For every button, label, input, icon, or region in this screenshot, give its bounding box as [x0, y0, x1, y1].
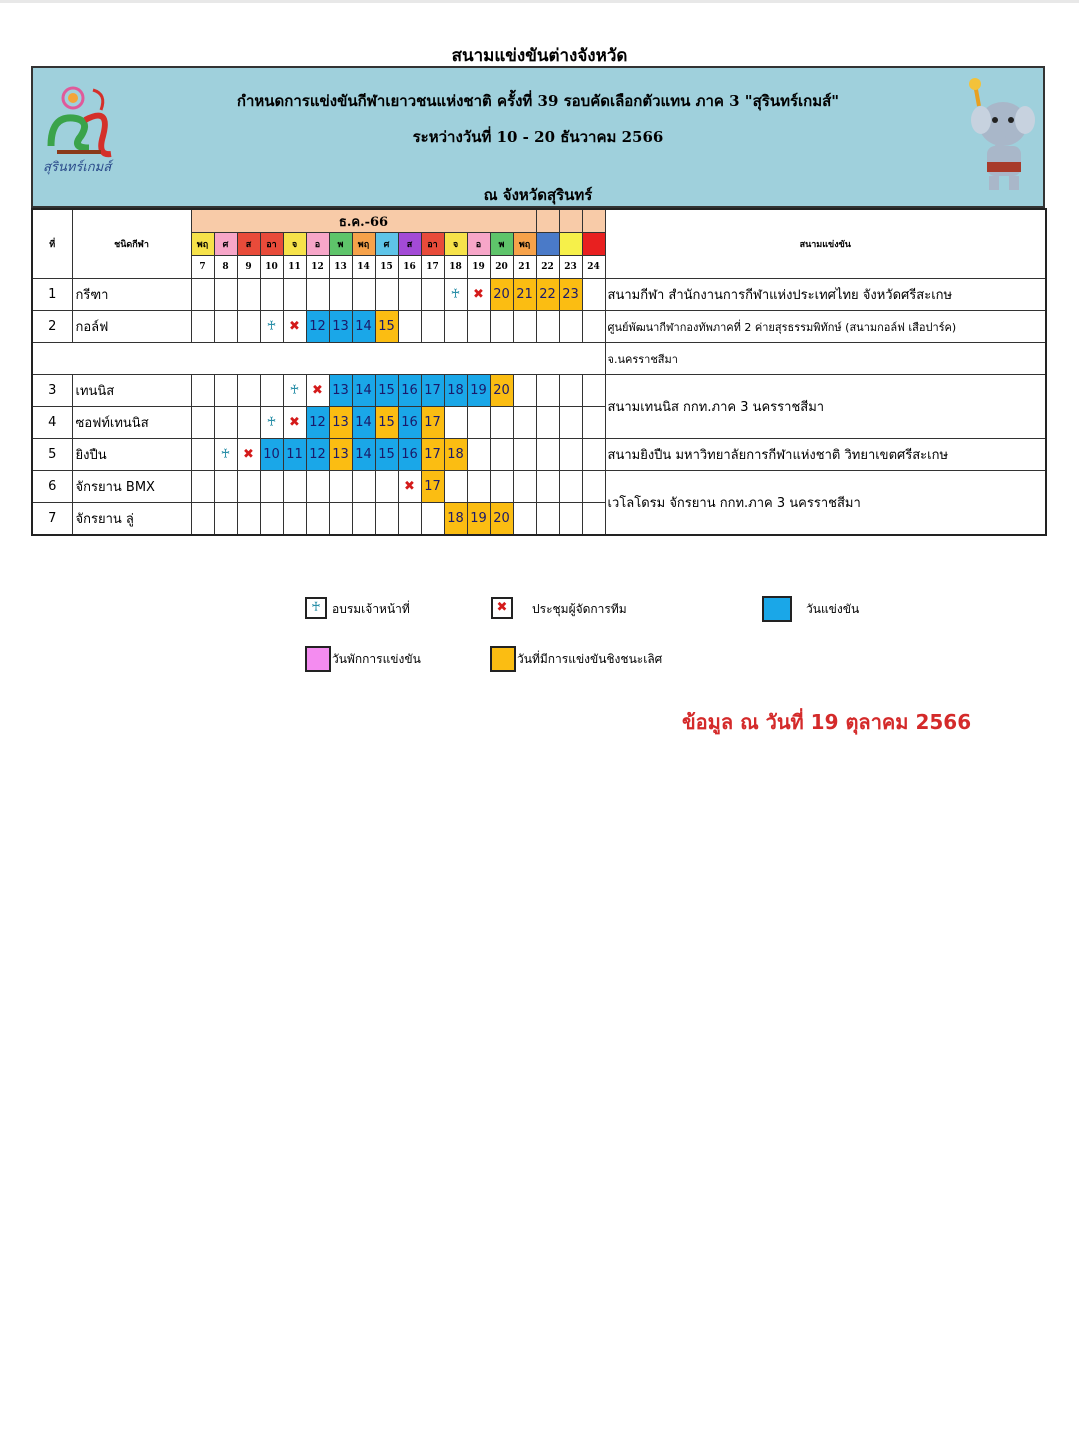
- schedule-cell: [536, 439, 559, 471]
- header-month-extra: [536, 209, 559, 233]
- meeting-icon: ✖: [283, 311, 306, 343]
- table-row: [32, 471, 1046, 503]
- header-banner: [31, 66, 1045, 208]
- header-venue: สนามแข่งขัน: [605, 209, 1046, 279]
- schedule-cell: [582, 311, 605, 343]
- row-venue: สนามกีฬา สำนักงานการกีฬาแห่งประเทศไทย จังหวัดศรีสะเกษ: [605, 279, 1046, 311]
- schedule-cell: [260, 471, 283, 503]
- schedule-cell: [237, 375, 260, 407]
- meeting-icon: ✖: [237, 439, 260, 471]
- day-number-cell: 10: [260, 256, 283, 279]
- schedule-cell: [260, 503, 283, 536]
- schedule-cell: 12: [306, 439, 329, 471]
- schedule-cell: [214, 375, 237, 407]
- table-row: [32, 439, 1046, 471]
- schedule-cell: [467, 439, 490, 471]
- weekday-cell: จ: [444, 233, 467, 256]
- schedule-cell: [398, 279, 421, 311]
- weekday-cell: ส: [237, 233, 260, 256]
- schedule-cell: [237, 471, 260, 503]
- training-icon: ♰: [444, 279, 467, 311]
- schedule-cell: [283, 279, 306, 311]
- weekday-cell: ส: [398, 233, 421, 256]
- header-month-extra: [582, 209, 605, 233]
- day-number-cell: 20: [490, 256, 513, 279]
- row-venue-continued: จ.นครราชสีมา: [605, 343, 1046, 375]
- weekday-cell: ศ: [375, 233, 398, 256]
- schedule-cell: [398, 311, 421, 343]
- table-row: [32, 311, 1046, 343]
- schedule-cell: [444, 471, 467, 503]
- schedule-cell: 13: [329, 439, 352, 471]
- schedule-cell: [191, 503, 214, 536]
- schedule-cell: 15: [375, 407, 398, 439]
- row-sport: จักรยาน ลู่: [72, 503, 191, 536]
- top-border: [0, 0, 1079, 3]
- legend-meeting-label: ประชุมผู้จัดการทีม: [532, 602, 627, 616]
- schedule-cell: 16: [398, 375, 421, 407]
- schedule-cell: [559, 311, 582, 343]
- schedule-cell: 22: [536, 279, 559, 311]
- meeting-icon: ✖: [467, 279, 490, 311]
- schedule-cell: 17: [421, 407, 444, 439]
- schedule-cell: [536, 311, 559, 343]
- schedule-cell: [444, 311, 467, 343]
- schedule-cell: [536, 471, 559, 503]
- schedule-cell: [467, 407, 490, 439]
- schedule-cell: [582, 407, 605, 439]
- schedule-cell: [214, 503, 237, 536]
- schedule-cell: 19: [467, 503, 490, 536]
- data-as-of-note: ข้อมูล ณ วันที่ 19 ตุลาคม 2566: [682, 710, 972, 734]
- schedule-cell: [352, 503, 375, 536]
- row-venue: ศูนย์พัฒนากีฬากองทัพภาคที่ 2 ค่ายสุรธรรมพิทักษ์ (สนามกอล์ฟ เสือปาร์ค): [605, 311, 1046, 343]
- schedule-cell: [559, 439, 582, 471]
- day-number-cell: 23: [559, 256, 582, 279]
- training-icon: ♰: [260, 407, 283, 439]
- schedule-cell: 12: [306, 311, 329, 343]
- schedule-cell: [329, 503, 352, 536]
- schedule-cell: 11: [283, 439, 306, 471]
- schedule-cell: [375, 279, 398, 311]
- schedule-cell: [283, 471, 306, 503]
- schedule-cell: [490, 471, 513, 503]
- day-number-cell: 15: [375, 256, 398, 279]
- schedule-cell: [490, 439, 513, 471]
- header-line-2: ระหว่างวันที่ 10 - 20 ธันวาคม 2566: [412, 128, 664, 146]
- schedule-cell: 13: [329, 407, 352, 439]
- schedule-cell: [214, 407, 237, 439]
- schedule-cell: 14: [352, 439, 375, 471]
- schedule-cell: 20: [490, 375, 513, 407]
- training-icon: ♰: [283, 375, 306, 407]
- schedule-cell: [513, 407, 536, 439]
- weekday-cell: [559, 233, 582, 256]
- row-number: 1: [32, 279, 72, 311]
- schedule-cell: 21: [513, 279, 536, 311]
- schedule-cell: [214, 279, 237, 311]
- row-sport: กรีฑา: [72, 279, 191, 311]
- schedule-cell: [536, 407, 559, 439]
- schedule-cell: 14: [352, 375, 375, 407]
- schedule-cell: 23: [559, 279, 582, 311]
- schedule-cell: [375, 503, 398, 536]
- schedule-cell: 15: [375, 375, 398, 407]
- day-number-cell: 22: [536, 256, 559, 279]
- schedule-cell: 15: [375, 439, 398, 471]
- row-venue: เวโลโดรม จักรยาน กกท.ภาค 3 นครราชสีมา: [605, 471, 1046, 536]
- schedule-cell: 15: [375, 311, 398, 343]
- schedule-cell: [582, 439, 605, 471]
- schedule-cell: [582, 471, 605, 503]
- weekday-cell: อา: [260, 233, 283, 256]
- day-number-cell: 24: [582, 256, 605, 279]
- schedule-cell: 17: [421, 439, 444, 471]
- schedule-cell: [306, 279, 329, 311]
- day-number-cell: 17: [421, 256, 444, 279]
- schedule-cell: [467, 311, 490, 343]
- schedule-cell: [513, 439, 536, 471]
- training-icon: ♰: [260, 311, 283, 343]
- meeting-icon: ✖: [398, 471, 421, 503]
- row-sport: กอล์ฟ: [72, 311, 191, 343]
- legend-final-label: วันที่มีการแข่งขันชิงชนะเลิศ: [517, 652, 663, 666]
- table-row-continuation: [32, 343, 1046, 375]
- schedule-cell: [191, 375, 214, 407]
- schedule-cell: 14: [352, 311, 375, 343]
- meeting-icon: ✖: [283, 407, 306, 439]
- weekday-cell: อ: [306, 233, 329, 256]
- schedule-cell: [513, 311, 536, 343]
- legend-competition-label: วันแข่งขัน: [806, 602, 860, 616]
- schedule-table: [31, 208, 1047, 536]
- legend-rest-swatch: [305, 646, 331, 672]
- schedule-cell: [559, 375, 582, 407]
- schedule-cell: [260, 279, 283, 311]
- schedule-cell: 20: [490, 279, 513, 311]
- page-title: สนามแข่งขันต่างจังหวัด: [451, 46, 628, 66]
- row-number: 7: [32, 503, 72, 536]
- schedule-cell: 17: [421, 375, 444, 407]
- header-month: ธ.ค.-66: [191, 209, 536, 233]
- day-number-cell: 7: [191, 256, 214, 279]
- schedule-cell: [513, 375, 536, 407]
- schedule-cell: [237, 311, 260, 343]
- schedule-cell: [191, 311, 214, 343]
- schedule-cell: [559, 503, 582, 536]
- schedule-cell: [214, 311, 237, 343]
- legend-rest-label: วันพักการแข่งขัน: [332, 652, 421, 666]
- row-number: 4: [32, 407, 72, 439]
- schedule-cell: [237, 279, 260, 311]
- weekday-cell: อ: [467, 233, 490, 256]
- schedule-cell: [490, 311, 513, 343]
- schedule-cell: [191, 439, 214, 471]
- schedule-cell: [191, 471, 214, 503]
- row-sport: ยิงปืน: [72, 439, 191, 471]
- header-month-extra: [559, 209, 582, 233]
- legend-final-swatch: [490, 646, 516, 672]
- row-sport: ซอฟท์เทนนิส: [72, 407, 191, 439]
- schedule-cell: 10: [260, 439, 283, 471]
- day-number-cell: 14: [352, 256, 375, 279]
- schedule-cell: [214, 471, 237, 503]
- schedule-cell: [191, 279, 214, 311]
- header-sport: ชนิดกีฬา: [72, 209, 191, 279]
- schedule-cell: 20: [490, 503, 513, 536]
- schedule-cell: [237, 407, 260, 439]
- table-row: [32, 279, 1046, 311]
- header-line-1: กำหนดการแข่งขันกีฬาเยาวชนแห่งชาติ ครั้งที่ 39 รอบคัดเลือกตัวแทน ภาค 3 "สุรินทร์เกมส์": [236, 92, 840, 110]
- schedule-cell: [421, 311, 444, 343]
- schedule-cell: 18: [444, 439, 467, 471]
- day-number-cell: 12: [306, 256, 329, 279]
- schedule-cell: [283, 503, 306, 536]
- schedule-cell: 16: [398, 407, 421, 439]
- schedule-cell: [352, 471, 375, 503]
- meeting-icon: ✖: [306, 375, 329, 407]
- weekday-cell: พฤ: [191, 233, 214, 256]
- schedule-cell: 18: [444, 503, 467, 536]
- schedule-cell: [490, 407, 513, 439]
- day-number-cell: 9: [237, 256, 260, 279]
- weekday-cell: อา: [421, 233, 444, 256]
- row-venue: สนามยิงปืน มหาวิทยาลัยการกีฬาแห่งชาติ วิทยาเขตศรีสะเกษ: [605, 439, 1046, 471]
- weekday-cell: พฤ: [352, 233, 375, 256]
- legend-training-label: อบรมเจ้าหน้าที่: [332, 602, 410, 616]
- schedule-cell: [467, 471, 490, 503]
- schedule-cell: 18: [444, 375, 467, 407]
- schedule-cell: [536, 503, 559, 536]
- row-number: 5: [32, 439, 72, 471]
- row-number: 2: [32, 311, 72, 343]
- day-number-cell: 8: [214, 256, 237, 279]
- table-row: [32, 375, 1046, 407]
- header-no: ที่: [32, 209, 72, 279]
- schedule-cell: [582, 503, 605, 536]
- header-line-3: ณ จังหวัดสุรินทร์: [483, 186, 593, 204]
- schedule-cell: 16: [398, 439, 421, 471]
- weekday-cell: พ: [329, 233, 352, 256]
- schedule-cell: [191, 407, 214, 439]
- weekday-cell: [582, 233, 605, 256]
- schedule-cell: [421, 503, 444, 536]
- schedule-cell: 13: [329, 311, 352, 343]
- logo-left-caption: สุรินทร์เกมส์: [43, 160, 112, 175]
- schedule-cell: [306, 503, 329, 536]
- day-number-cell: 11: [283, 256, 306, 279]
- schedule-cell: [329, 471, 352, 503]
- schedule-cell: [513, 503, 536, 536]
- day-number-cell: 16: [398, 256, 421, 279]
- schedule-cell: [237, 503, 260, 536]
- day-number-cell: 21: [513, 256, 536, 279]
- row-sport: เทนนิส: [72, 375, 191, 407]
- schedule-cell: [582, 375, 605, 407]
- row-number: 6: [32, 471, 72, 503]
- day-number-cell: 19: [467, 256, 490, 279]
- row-sport: จักรยาน BMX: [72, 471, 191, 503]
- schedule-cell: [559, 471, 582, 503]
- legend-meeting-icon: ✖: [491, 597, 513, 619]
- schedule-cell: [375, 471, 398, 503]
- schedule-cell: [329, 279, 352, 311]
- schedule-cell: [582, 279, 605, 311]
- schedule-cell: 19: [467, 375, 490, 407]
- schedule-cell: [260, 375, 283, 407]
- weekday-cell: พ: [490, 233, 513, 256]
- weekday-cell: ศ: [214, 233, 237, 256]
- training-icon: ♰: [214, 439, 237, 471]
- legend-training-icon: ♰: [305, 597, 327, 619]
- weekday-cell: พฤ: [513, 233, 536, 256]
- weekday-cell: [536, 233, 559, 256]
- schedule-cell: [352, 279, 375, 311]
- row-venue: สนามเทนนิส กกท.ภาค 3 นครราชสีมา: [605, 375, 1046, 439]
- schedule-cell: 14: [352, 407, 375, 439]
- schedule-cell: [513, 471, 536, 503]
- schedule-cell: [398, 503, 421, 536]
- legend-competition-swatch: [762, 596, 792, 622]
- schedule-cell: 17: [421, 471, 444, 503]
- schedule-cell: [536, 375, 559, 407]
- row-number: 3: [32, 375, 72, 407]
- blank-row: [32, 343, 605, 375]
- day-number-cell: 13: [329, 256, 352, 279]
- schedule-cell: [306, 471, 329, 503]
- schedule-cell: 13: [329, 375, 352, 407]
- schedule-cell: [444, 407, 467, 439]
- schedule-cell: [559, 407, 582, 439]
- weekday-cell: จ: [283, 233, 306, 256]
- day-number-cell: 18: [444, 256, 467, 279]
- schedule-cell: 12: [306, 407, 329, 439]
- schedule-cell: [421, 279, 444, 311]
